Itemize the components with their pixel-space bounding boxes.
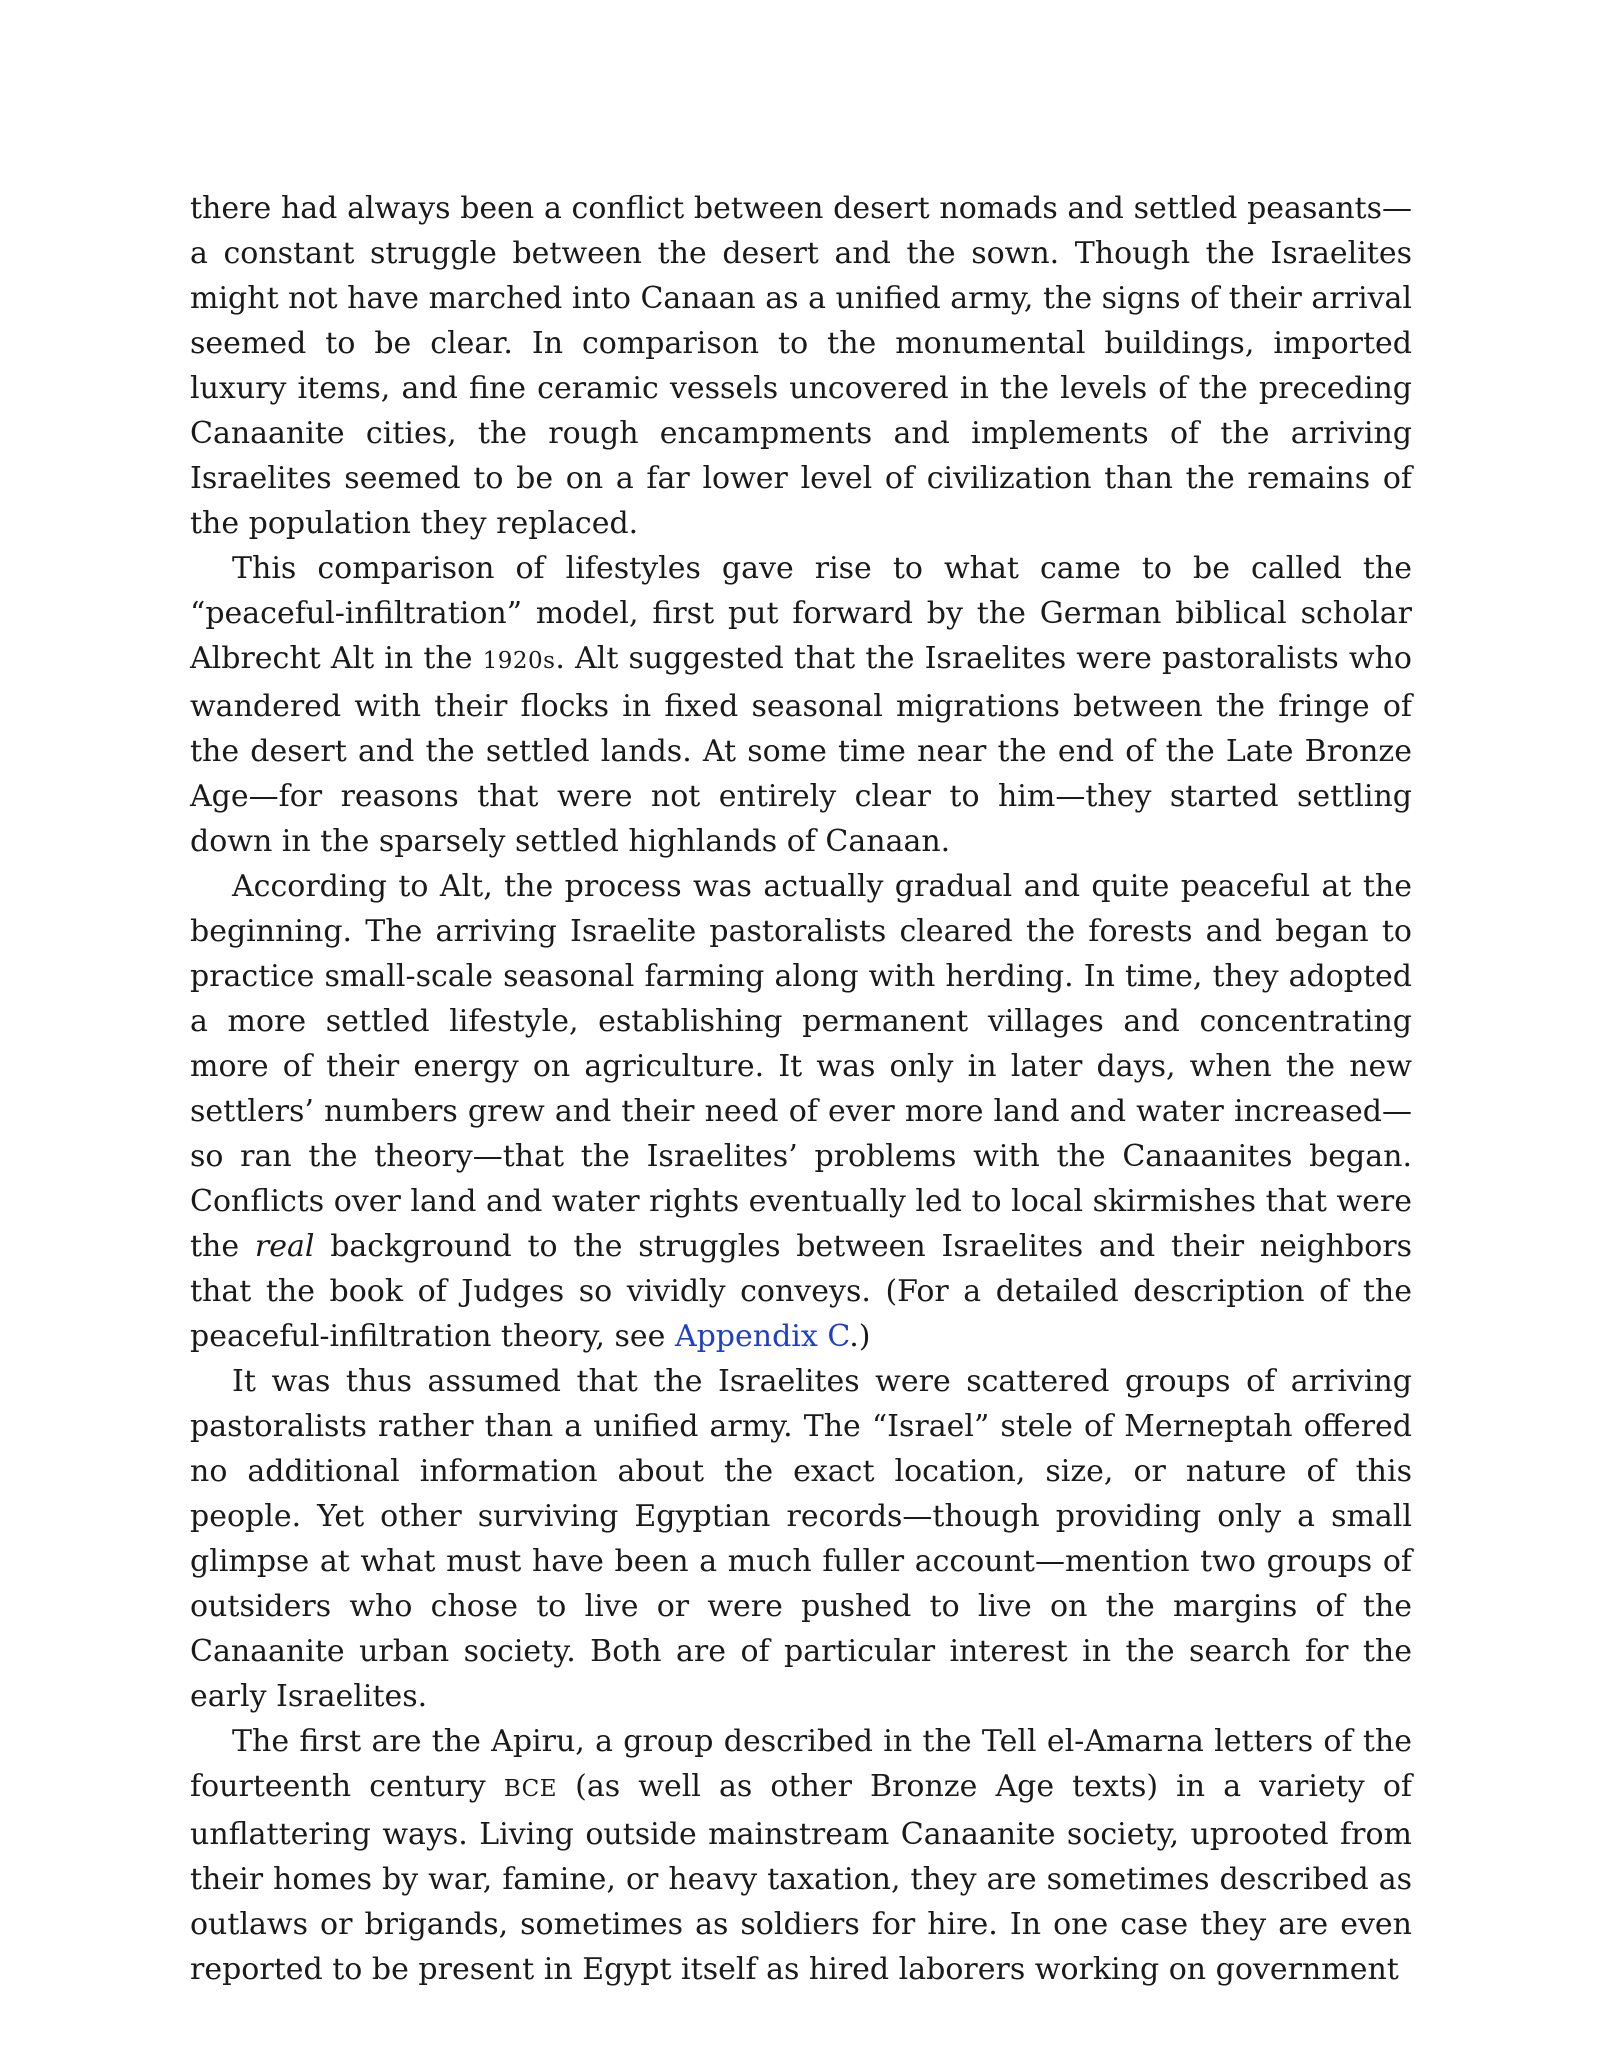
emphasis-real: real: [254, 1229, 315, 1264]
paragraph-3-text-a: According to Alt, the process was actually gradual and quite peaceful at the beginning. The arriving Israelite pastoralists cleared the forests and began to practice small-scale seasonal farming along with herding. In time, they adopted a more settled lifestyle, establishing permanent villages and concentrating more of their energy on agriculture. It was only in later days, when the new settlers’ numbers grew and their need of ever more land and water increased—so ran the theory—that the Israelites’ problems with the Canaanites began. Conflicts over land and water rights eventually led to local skirmishes that were the: [190, 869, 1412, 1264]
paragraph-5-text-a: The first are the Apiru, a group described in the Tell el-Amarna letters of the fourteenth century: [190, 1724, 1412, 1804]
paragraph-5-text-b: (as well as other Bronze Age texts) in a variety of unflattering ways. Living outside mainstream Canaanite society, uprooted from their homes by war, famine, or heavy taxation, they are sometimes described as outlaws or brigands, sometimes as soldiers for hire. In one case they are even reported to be present in Egypt itself as hired laborers working on government: [190, 1769, 1412, 1987]
paragraph-3-text-c: .): [849, 1319, 871, 1354]
paragraph-3-text-b: background to the struggles between Israelites and their neighbors that the book of Judges so vividly conveys. (For a detailed description of the peaceful-infiltration theory, see: [190, 1229, 1412, 1354]
paragraph-1-text: there had always been a conflict between desert nomads and settled peasants—a constant struggle between the desert and the sown. Though the Israelites might not have marched into Canaan as a unified army, the signs of their arrival seemed to be clear. In comparison to the monumental buildings, imported luxury items, and fine ceramic vessels uncovered in the levels of the preceding Canaanite cities, the rough encampments and implements of the arriving Israelites seemed to be on a far lower level of civilization than the remains of the population they replaced.: [190, 191, 1412, 541]
bce-small-caps: BCE: [503, 1776, 558, 1802]
paragraph-3: [190, 864, 1412, 1359]
book-page: [190, 186, 1412, 1992]
paragraph-5: [190, 1719, 1412, 1992]
paragraph-2-text-b: . Alt suggested that the Israelites were pastoralists who wandered with their flocks in fixed seasonal migrations between the fringe of the desert and the settled lands. At some time near the end of the Late Bronze Age—for reasons that were not entirely clear to him—they started settling down in the sparsely settled highlands of Canaan.: [190, 641, 1412, 859]
decade-small-caps: 1920s: [482, 648, 556, 674]
paragraph-4: [190, 1359, 1412, 1719]
appendix-c-link[interactable]: Appendix C: [674, 1319, 850, 1354]
paragraph-4-text: It was thus assumed that the Israelites were scattered groups of arriving pastoralists rather than a unified army. The “Israel” stele of Merneptah offered no additional information about the exact location, size, or nature of this people. Yet other surviving Egyptian records—though providing only a small glimpse at what must have been a much fuller account—mention two groups of outsiders who chose to live or were pushed to live on the margins of the Canaanite urban society. Both are of particular interest in the search for the early Israelites.: [190, 1364, 1412, 1714]
paragraph-2: [190, 546, 1412, 864]
paragraph-2-text-a: This comparison of lifestyles gave rise to what came to be called the “peaceful-infiltration” model, first put forward by the German biblical scholar Albrecht Alt in the: [190, 551, 1412, 676]
paragraph-1: [190, 186, 1412, 546]
